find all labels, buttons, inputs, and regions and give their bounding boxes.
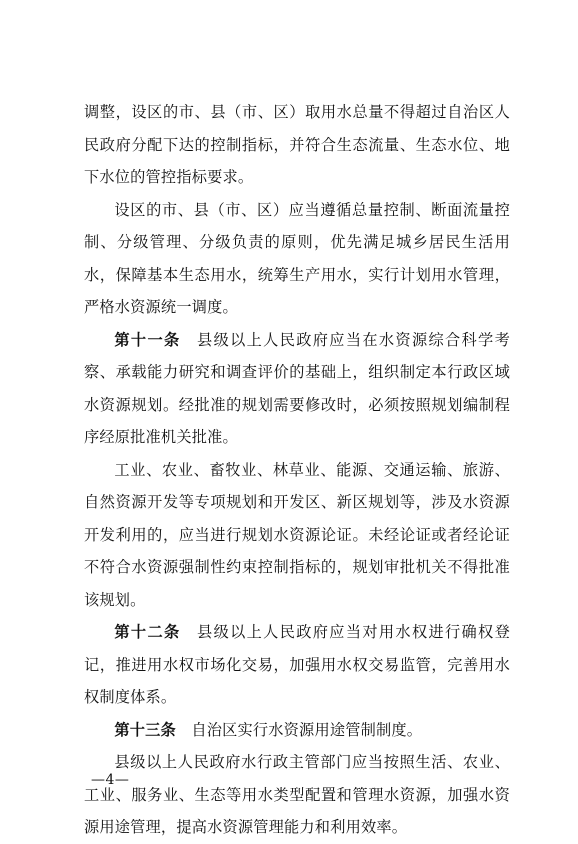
paragraph-text: 设区的市、县（市、区）应当遵循总量控制、断面流量控制、分级管理、分级负责的原则，优先满足城乡居民生活用水，保障基本生态用水，统筹生产用水，实行计划用水管理，严格水资源统一调度。 bbox=[84, 200, 510, 316]
paragraph-text: 自治区实行水资源用途管制制度。 bbox=[191, 720, 423, 739]
paragraph-text: 县级以上人民政府水行政主管部门应当按照生活、农业、工业、服务业、生态等用水类型配置和管理水资源，加强水资源用途管理，提高水资源管理能力和利用效率。 bbox=[84, 753, 510, 836]
paragraph-use-management bbox=[84, 746, 510, 844]
paragraph-text: 工业、农业、畜牧业、林草业、能源、交通运输、旅游、自然资源开发等专项规划和开发区、新区规划等，涉及水资源开发利用的，应当进行规划水资源论证。未经论证或者经论证不符合水资源强制性约束控制指标的，规划审批机关不得批准该规划。 bbox=[84, 460, 510, 609]
page-number: —4— bbox=[91, 772, 130, 788]
paragraph-text: 调整，设区的市、县（市、区）取用水总量不得超过自治区人民政府分配下达的控制指标，并符合生态流量、生态水位、地下水位的管控指标要求。 bbox=[84, 103, 510, 186]
article-title: 第十一条 bbox=[114, 330, 181, 349]
paragraph-quota-principles bbox=[84, 194, 510, 324]
article-title: 第十三条 bbox=[114, 720, 176, 739]
article-title: 第十二条 bbox=[114, 623, 181, 641]
paragraph-special-planning bbox=[84, 454, 510, 617]
article-11 bbox=[84, 324, 510, 454]
paragraph-continuation bbox=[84, 96, 510, 194]
paragraph-text: 县级以上人民政府应当在水资源综合科学考察、承载能力研究和调查评价的基础上，组织制定本行政区域水资源规划。经批准的规划需要修改时，必须按照规划编制程序经原批准机关批准。 bbox=[84, 330, 510, 446]
paragraph-text: 县级以上人民政府应当对用水权进行确权登记，推进用水权市场化交易，加强用水权交易监管，完善用水权制度体系。 bbox=[84, 623, 510, 706]
article-13 bbox=[84, 714, 510, 747]
document-body bbox=[84, 96, 510, 844]
article-12 bbox=[84, 616, 510, 714]
